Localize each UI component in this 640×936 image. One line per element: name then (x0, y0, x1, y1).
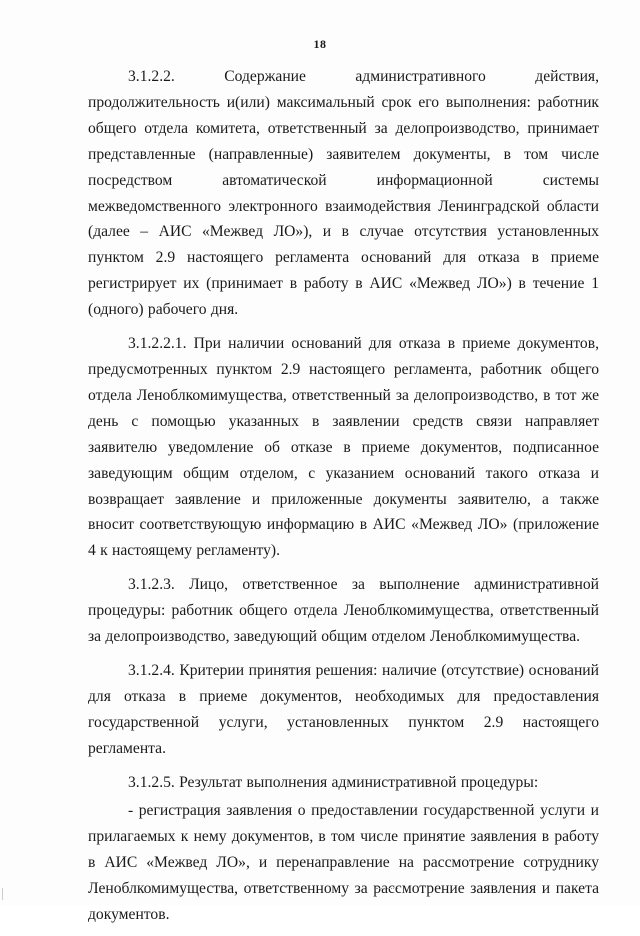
paragraph-3-1-2-2-1: 3.1.2.2.1. При наличии оснований для отказа в приеме документов, предусмотренных пунктом 2.9 настоящего регламента, работник общего отдела Леноблкомимущества, ответственный за делопроизводство, в тот же день с помощью указанных в заявлении средств связи направляет заявителю уведомление об отказе в приеме документов, подписанное заведующим общим отделом, с указанием оснований такого отказа и возвращает заявление и приложенные документы заявителю, а также вносит соответствующую информацию в АИС «Межвед ЛО» (приложение 4 к настоящему регламенту). (88, 335, 599, 560)
document-body (88, 64, 599, 936)
paragraph-result-item: - регистрация заявления о предоставлении государственной услуги и прилагаемых к нему документов, в том числе принятие заявления в работу в АИС «Межвед ЛО», и перенаправление на рассмотрение сотруднику Леноблкомимущества, ответственному за рассмотрение заявления и пакета документов. (88, 802, 599, 924)
paragraph-3-1-2-3: 3.1.2.3. Лицо, ответственное за выполнение административной процедуры: работник общего отдела Леноблкомимущества, ответственный за делопроизводство, заведующий общим отделом Леноблкомимущества. (88, 576, 599, 646)
paragraph-3-1-2-5: 3.1.2.5. Результат выполнения административной процедуры: (128, 773, 539, 791)
page-number: 18 (313, 37, 327, 51)
paragraph-3-1-2-2: 3.1.2.2. Содержание административного действия, продолжительность и(или) максимальный срок его выполнения: работник общего отдела комитета, ответственный за делопроизводство, принимает представленные (направленные) заявителем документы, в том числе посредством автоматической информационной системы межведомственного электронного взаимодействия Ленинградской области (далее – АИС «Межвед ЛО»), и в случае отсутствия установленных пунктом 2.9 настоящего регламента оснований для отказа в приеме регистрирует их (принимает в работу в АИС «Межвед ЛО») в течение 1 (одного) рабочего дня. (88, 68, 599, 319)
scan-edge-artifact (2, 888, 3, 900)
paragraph-3-1-2-4: 3.1.2.4. Критерии принятия решения: наличие (отсутствие) оснований для отказа в приеме документов, необходимых для предоставления государственной услуги, установленных пунктом 2.9 настоящего регламента. (88, 661, 599, 757)
scan-artifact (376, 888, 398, 890)
